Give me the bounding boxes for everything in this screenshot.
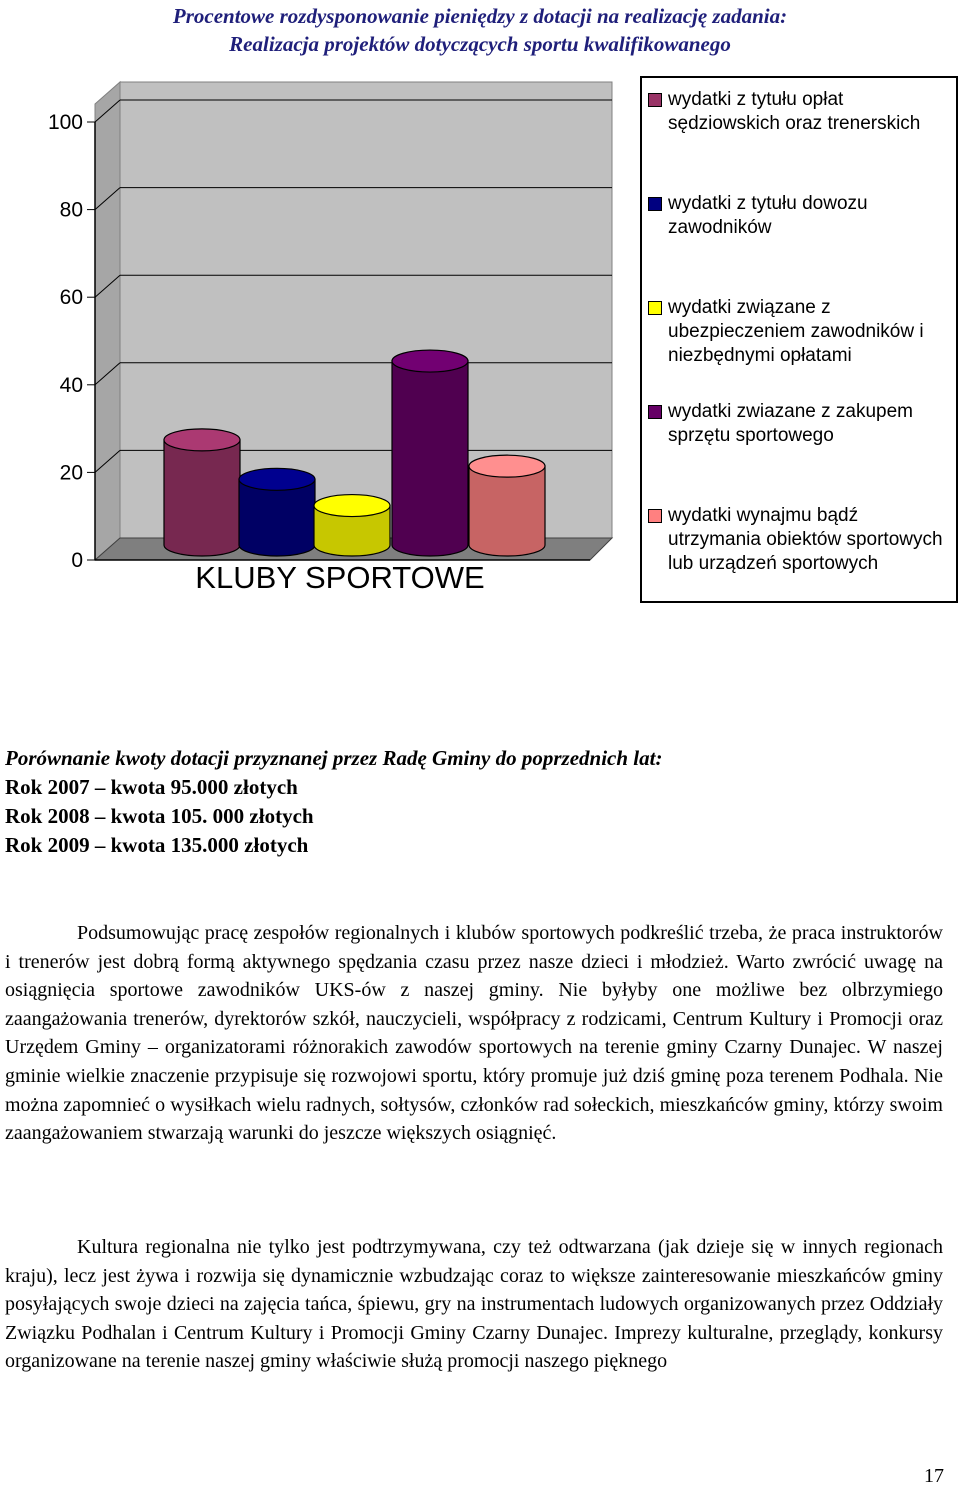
bar-cylinder-body <box>164 440 240 556</box>
comparison-row-2007: Rok 2007 – kwota 95.000 złotych <box>5 775 298 799</box>
legend-item <box>648 400 948 448</box>
legend-swatch <box>648 93 662 107</box>
chart-title: Procentowe rozdysponowanie pieniędzy z dotacji na realizację zadania: <box>172 4 788 28</box>
y-tick-label: 20 <box>59 461 83 485</box>
legend-swatch <box>648 509 662 523</box>
comparison-heading: Porównanie kwoty dotacji przyznanej przez Radę Gminy do poprzednich lat: <box>5 746 663 770</box>
bar-cylinder-body <box>469 466 545 556</box>
legend-label: wydatki związane z ubezpieczeniem zawodników i niezbędnymi opłatami <box>668 297 924 366</box>
bar-cylinder-body <box>392 361 468 556</box>
legend-label: wydatki zwiazane z zakupem sprzętu sportowego <box>668 401 913 446</box>
chart-subtitle: Realizacja projektów dotyczących sportu kwalifikowanego <box>229 32 731 56</box>
legend-label: wydatki z tytułu opłat sędziowskich oraz trenerskich <box>668 89 921 134</box>
y-tick-label: 40 <box>59 373 83 397</box>
bar-cylinder-top <box>469 455 545 477</box>
comparison-row-2009: Rok 2009 – kwota 135.000 złotych <box>5 833 309 857</box>
y-tick-label: 0 <box>71 549 83 572</box>
legend-label: wydatki z tytułu dowozu zawodników <box>668 193 868 238</box>
legend-item <box>648 296 948 368</box>
page-number: 17 <box>924 1465 944 1487</box>
bar-cylinder-top <box>314 495 390 517</box>
y-tick-label: 80 <box>59 198 83 222</box>
legend-label: wydatki wynajmu bądź utrzymania obiektów sportowych lub urządzeń sportowych <box>668 505 943 574</box>
bar-cylinder-top <box>239 468 315 490</box>
y-tick-label: 100 <box>47 111 83 134</box>
legend-item <box>648 504 948 576</box>
legend-swatch <box>648 197 662 211</box>
legend-swatch <box>648 301 662 315</box>
x-category-label: KLUBY SPORTOWE <box>195 560 485 595</box>
legend-item <box>648 192 948 240</box>
chart-title-block <box>0 2 960 58</box>
summary-paragraph: Podsumowując pracę zespołów regionalnych i klubów sportowych podkreślić trzeba, że praca instruktorów i trenerów jest dobrą formą aktywnego spędzania czasu przez nasze dzieci i młodzież. Warto zwrócić uwagę na osiągnięcia sportowe zawodników UKS-ów z naszej gminy. Nie byłyby one możliwe bez olbrzymiego zaangażowania trenerów, dyrektorów szkół, nauczycieli, współpracy z rodzicami, Centrum Kultury i Promocji oraz Urzędem Gminy – organizatorami różnorakich zawodów sportowych na terenie gminy Czarny Dunajec. W naszej gminie wielkie znaczenie przypisuje się rozwojowi sportu, który promuje już dziś gminę poza terenem Podhala. Nie można zapomnieć o wysiłkach wielu radnych, sołtysów, członków rad sołeckich, mieszkańców gminy, którzy swoim zaangażowaniem stwarzają warunki do jeszcze większych osiągnięć. <box>5 922 943 1145</box>
comparison-row-2008: Rok 2008 – kwota 105. 000 złotych <box>5 804 314 828</box>
legend-item <box>648 88 948 136</box>
chart-legend <box>640 76 958 603</box>
bar-cylinder-top <box>392 350 468 372</box>
culture-paragraph: Kultura regionalna nie tylko jest podtrzymywana, czy też odtwarzana (jak dzieje się w innych regionach kraju), lecz jest żywa i rozwija się dynamicznie wzbudzając coraz to większe zainteresowanie mieszkańców gminy posyłających swoje dzieci na zajęcia tańca, śpiewu, gry na instrumentach ludowych organizowanych przez Oddziały Związku Podhalan i Centrum Kultury i Promocji Gminy Czarny Dunajec. Imprezy kulturalne, przeglądy, konkursy organizowane na terenie naszej gminy właściwie służą promocji naszego pięknego <box>5 1236 943 1373</box>
chart-side-wall <box>95 82 120 560</box>
bar-chart <box>0 62 636 622</box>
legend-swatch <box>648 405 662 419</box>
grant-comparison <box>5 744 955 860</box>
y-tick-label: 60 <box>59 286 83 310</box>
bar-cylinder-top <box>164 429 240 451</box>
